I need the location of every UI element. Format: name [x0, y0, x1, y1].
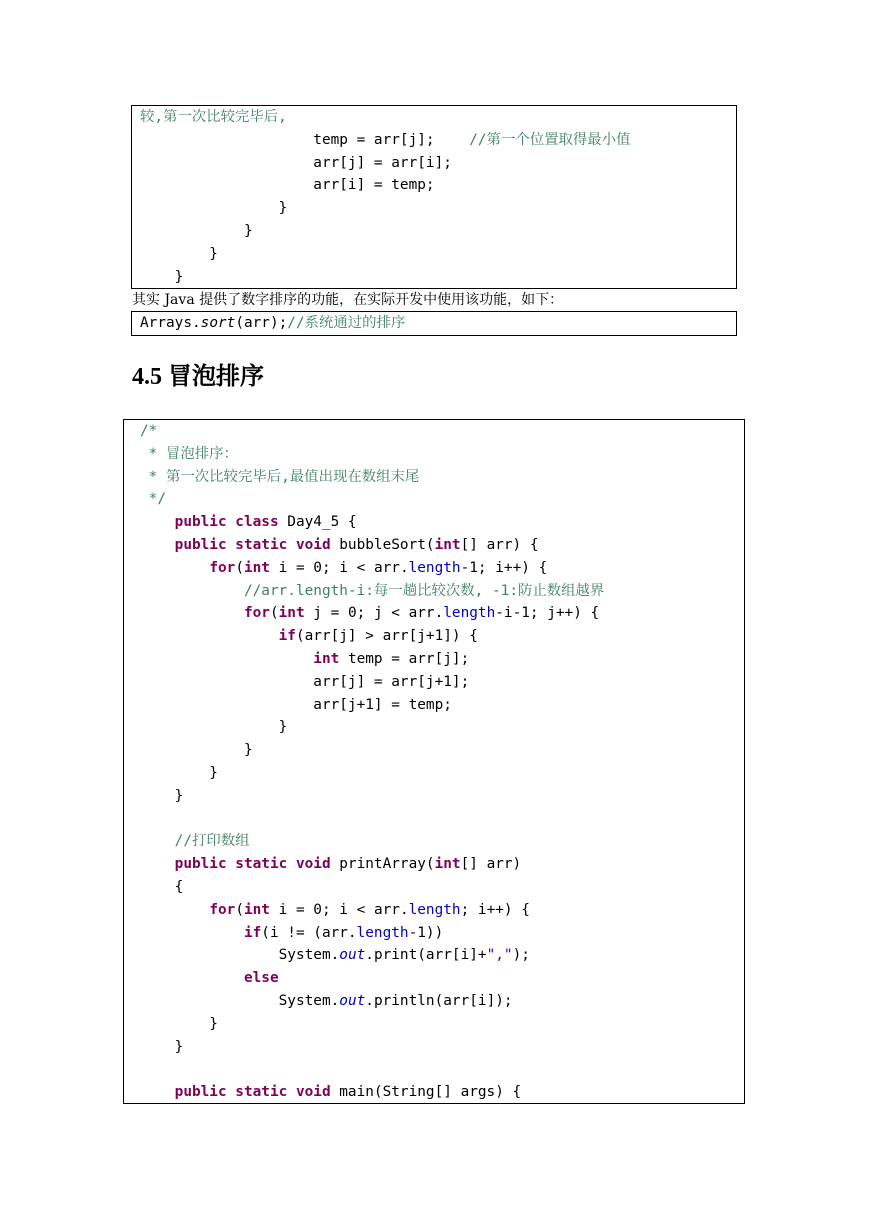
code-line: [140, 511, 357, 534]
code-line: [140, 312, 405, 335]
code-line: [140, 243, 218, 266]
code-block-selection-sort-tail: [131, 105, 737, 289]
code-token: length: [443, 605, 496, 622]
code-token: [140, 628, 279, 644]
code-token: if: [243, 924, 262, 941]
code-token: (: [269, 605, 279, 622]
code-token: if: [278, 628, 296, 645]
code-token: }: [140, 223, 253, 239]
code-token: else: [243, 970, 279, 987]
code-token: [140, 537, 175, 553]
code-token: );: [512, 947, 530, 964]
code-token: -1; i++) {: [460, 559, 548, 576]
code-token: Day4_5 {: [278, 514, 357, 531]
code-token: int: [278, 605, 305, 622]
code-token: //arr.length-i:每一趟比较次数, -1:防止数组越界: [243, 582, 605, 599]
code-line: [140, 671, 469, 694]
code-token: temp = arr[j];: [339, 651, 470, 667]
code-token: [140, 856, 175, 872]
code-line: [140, 220, 253, 243]
code-token: public static void: [174, 537, 331, 553]
code-line: [140, 534, 539, 557]
code-block-arrays-sort: [131, 311, 737, 336]
code-token: [140, 583, 244, 599]
code-token: [140, 560, 209, 576]
code-token: ",": [486, 947, 513, 964]
code-token: (i != (arr.: [261, 924, 357, 941]
code-token: .print(arr[i]+: [365, 947, 487, 964]
code-token: arr[i] = temp;: [140, 177, 435, 194]
code-token: (: [235, 559, 244, 576]
code-token: //打印数组: [174, 833, 250, 850]
code-token: (: [235, 901, 244, 918]
code-line: [140, 197, 287, 220]
code-token: out: [339, 947, 366, 964]
code-token: j = 0; j < arr.: [304, 605, 444, 622]
code-token: Arrays.: [140, 315, 201, 331]
code-token: int: [434, 537, 461, 553]
code-token: [140, 651, 313, 667]
code-line: [140, 1036, 183, 1059]
code-token: [140, 605, 244, 621]
code-token: int: [243, 901, 270, 918]
code-token: -1)): [408, 924, 444, 941]
code-line: [140, 648, 469, 671]
code-line: [140, 580, 604, 603]
code-line: [140, 557, 547, 580]
code-token: .println(arr[i]);: [365, 993, 513, 1009]
code-token: //第一个位置取得最小值: [469, 131, 631, 148]
code-line: [140, 1013, 218, 1036]
code-token: }: [140, 245, 218, 262]
code-token: for: [209, 901, 236, 918]
code-token: length: [408, 901, 461, 918]
code-token: length: [408, 559, 461, 576]
code-token: }: [140, 1015, 218, 1032]
code-token: }: [140, 787, 184, 804]
code-token: bubbleSort(: [330, 537, 435, 553]
code-line: [140, 602, 599, 625]
code-token: i = 0; i < arr.: [269, 901, 409, 918]
code-token: */: [140, 491, 166, 508]
code-token: for: [209, 559, 236, 576]
code-token: public static void: [174, 1084, 331, 1101]
code-token: }: [140, 765, 218, 781]
code-token: -i-1; j++) {: [495, 605, 600, 622]
code-token: i = 0; i < arr.: [269, 559, 409, 576]
section-heading: 4.5 冒泡排序: [132, 364, 264, 390]
code-token: }: [140, 200, 288, 217]
code-line: [140, 694, 452, 717]
code-token: int: [243, 559, 270, 576]
code-line: [140, 922, 443, 945]
code-line: [140, 830, 250, 853]
code-token: //系统通过的排序: [287, 315, 406, 331]
code-token: * 第一次比较完毕后,最值出现在数组末尾: [140, 468, 420, 485]
code-line: [140, 1081, 521, 1104]
code-token: ; i++) {: [460, 901, 530, 918]
code-token: printArray(: [330, 856, 435, 873]
code-token: [140, 902, 209, 918]
code-line: [140, 488, 166, 511]
paragraph-sort-intro: 其实 Java 提供了数字排序的功能，在实际开发中使用该功能，如下：: [132, 292, 564, 308]
code-line: [140, 716, 287, 739]
code-token: [140, 1084, 175, 1100]
code-token: int: [313, 651, 340, 667]
code-line: [140, 129, 630, 152]
code-line: [140, 785, 183, 808]
code-line: [140, 152, 452, 175]
code-token: }: [140, 1038, 184, 1055]
code-token: [] arr): [460, 856, 522, 873]
code-token: [140, 833, 175, 849]
code-token: out: [339, 993, 366, 1009]
code-token: sort: [200, 315, 236, 331]
code-line: [140, 876, 183, 899]
code-token: public class: [174, 514, 279, 531]
code-line: [140, 990, 513, 1013]
code-token: }: [140, 719, 288, 736]
code-token: int: [434, 856, 461, 873]
code-line: [140, 420, 157, 443]
code-line: [140, 739, 253, 762]
code-line: [140, 266, 183, 289]
code-token: System.: [140, 993, 340, 1009]
code-token: (arr);: [235, 315, 288, 331]
code-token: }: [140, 268, 184, 285]
code-token: }: [140, 742, 253, 759]
code-line: [140, 466, 419, 489]
code-token: * 冒泡排序：: [140, 445, 238, 462]
code-token: {: [140, 879, 184, 895]
code-block-bubble-sort: [123, 419, 745, 1104]
code-token: arr[j] = arr[i];: [140, 154, 452, 171]
code-token: length: [356, 924, 409, 941]
code-token: arr[j+1] = temp;: [140, 696, 452, 713]
code-token: [] arr) {: [460, 537, 539, 553]
code-token: System.: [140, 947, 340, 964]
code-token: public static void: [174, 856, 331, 873]
code-token: for: [243, 605, 270, 622]
code-token: [140, 970, 244, 986]
code-token: (arr[j] > arr[j+1]) {: [295, 628, 478, 645]
code-line: [140, 443, 238, 466]
code-token: temp = arr[j];: [140, 131, 470, 148]
code-token: /*: [140, 423, 158, 439]
code-token: arr[j] = arr[j+1];: [140, 673, 470, 690]
code-token: main(String[] args) {: [330, 1084, 522, 1101]
code-line: [140, 625, 478, 648]
code-line: [140, 762, 218, 785]
code-line: [140, 174, 435, 197]
code-token: [140, 925, 244, 941]
code-line: [140, 967, 279, 990]
code-token: [140, 514, 175, 530]
code-line: [140, 853, 521, 876]
code-line: [140, 944, 530, 967]
code-line: [140, 106, 287, 129]
code-token: 较,第一次比较完毕后,: [140, 109, 287, 125]
code-line: [140, 899, 530, 922]
